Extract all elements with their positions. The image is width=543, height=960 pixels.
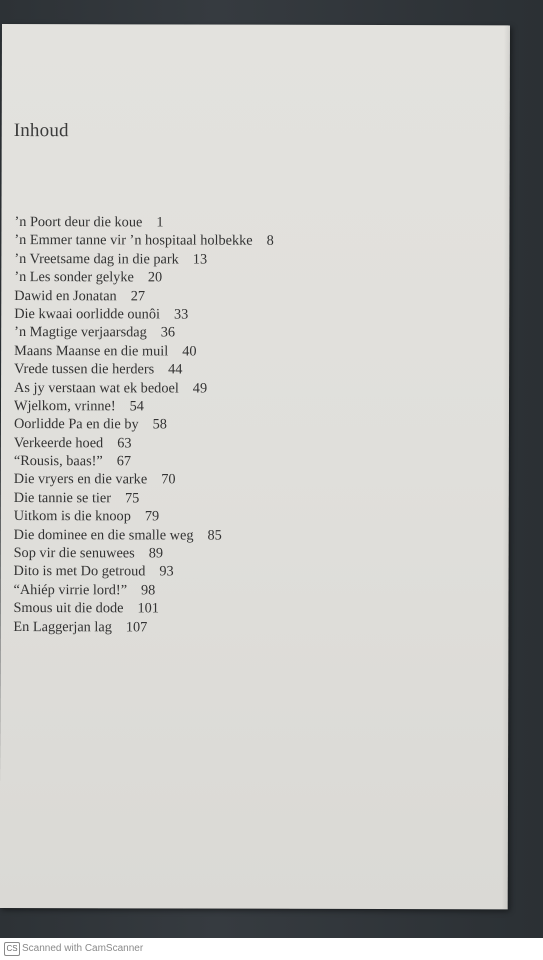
toc-entry (14, 471, 273, 490)
toc-entry (14, 562, 273, 581)
toc-entry-page: 89 (148, 545, 164, 562)
toc-entry-page: 33 (173, 306, 189, 323)
toc-entry-title: Uitkom is die knoop (13, 508, 131, 525)
toc-entry-page: 63 (117, 434, 132, 452)
toc-entry-title: Oorlidde Pa en die by (13, 416, 139, 433)
toc-entry (13, 599, 272, 618)
toc-entry-page: 44 (168, 361, 183, 378)
toc-entry (14, 268, 273, 287)
toc-entry-page: 40 (182, 343, 197, 360)
toc-entry (14, 415, 273, 434)
toc-entry-title: Verkeerde hoed (13, 434, 104, 451)
toc-entry-title: As jy verstaan wat ek bedoel (14, 379, 179, 396)
toc-entry-page: 107 (125, 618, 148, 635)
toc-entry-page: 36 (160, 324, 176, 341)
toc-entry-page: 54 (129, 398, 144, 415)
toc-entry-title: ’n Emmer tanne vir ’n hospitaal holbekke (14, 232, 253, 250)
toc-entry-title: Die tannie se tier (13, 489, 112, 507)
toc-entry-page: 8 (266, 233, 274, 250)
toc-entry (14, 452, 273, 471)
book-page (0, 24, 510, 909)
toc-entry-page: 1 (156, 214, 164, 231)
toc-entry-title: Dito is met Do getroud (13, 563, 146, 580)
toc-entry-title: ’n Poort deur die koue (14, 214, 143, 231)
toc-entry (13, 581, 272, 600)
toc-entry (14, 379, 273, 398)
toc-entry-page: 85 (207, 527, 222, 544)
toc-entry (14, 342, 273, 361)
toc-entry-page: 58 (152, 416, 167, 433)
toc-entry-title: Die vryers en die varke (13, 471, 148, 488)
toc-entry-title: Die dominee en die smalle weg (13, 526, 194, 544)
toc-entry (14, 434, 273, 453)
page-title: Inhoud (13, 120, 69, 142)
toc-entry-page: 98 (141, 582, 156, 599)
toc-entry-title: Maans Maanse en die muil (14, 342, 169, 360)
toc-entry (14, 250, 273, 269)
toc-entry (14, 489, 273, 508)
toc-entry-page: 27 (130, 287, 146, 304)
toc-entry-page: 75 (125, 490, 140, 507)
toc-entry (14, 544, 273, 563)
toc-entry (14, 526, 273, 545)
toc-entry-page: 101 (137, 600, 159, 617)
toc-entry (14, 507, 273, 526)
toc-entry-title: ’n Les sonder gelyke (14, 269, 134, 286)
toc-entry-title: Vrede tussen die herders (14, 361, 155, 378)
toc-entry (14, 305, 273, 324)
toc-entry-title: ’n Magtige verjaarsdag (14, 324, 147, 341)
toc-entry-page: 13 (192, 251, 208, 268)
scanner-watermark-text: Scanned with CamScanner (22, 943, 144, 954)
toc-entry (13, 618, 272, 637)
toc-entry-title: En Laggerjan lag (13, 618, 112, 635)
toc-entry-title: ’n Vreetsame dag in die park (14, 250, 179, 268)
camscanner-logo: CS (4, 942, 20, 956)
toc-entry (14, 397, 273, 416)
table-of-contents (13, 213, 273, 637)
toc-entry-title: Dawid en Jonatan (14, 287, 117, 304)
toc-entry-title: “Rousis, baas!” (13, 453, 103, 470)
toc-entry (14, 213, 273, 232)
toc-entry (14, 360, 273, 379)
toc-entry (14, 231, 273, 250)
toc-entry-page: 93 (159, 563, 174, 580)
toc-entry-page: 67 (116, 453, 132, 470)
toc-entry (14, 287, 273, 306)
toc-entry-page: 49 (192, 380, 208, 397)
toc-entry-title: “Ahiép virrie lord!” (13, 581, 128, 599)
toc-entry-title: Die kwaai oorlidde ounôi (14, 305, 160, 323)
toc-entry-page: 70 (161, 471, 176, 488)
toc-entry-page: 79 (144, 508, 160, 525)
toc-entry-page: 20 (147, 269, 163, 286)
toc-entry-title: Sop vir die senuwees (13, 545, 135, 562)
toc-entry-title: Smous uit die dode (13, 600, 124, 617)
toc-entry-title: Wjelkom, vrinne! (13, 397, 116, 415)
scanner-footer (0, 938, 543, 960)
toc-entry (14, 323, 273, 342)
